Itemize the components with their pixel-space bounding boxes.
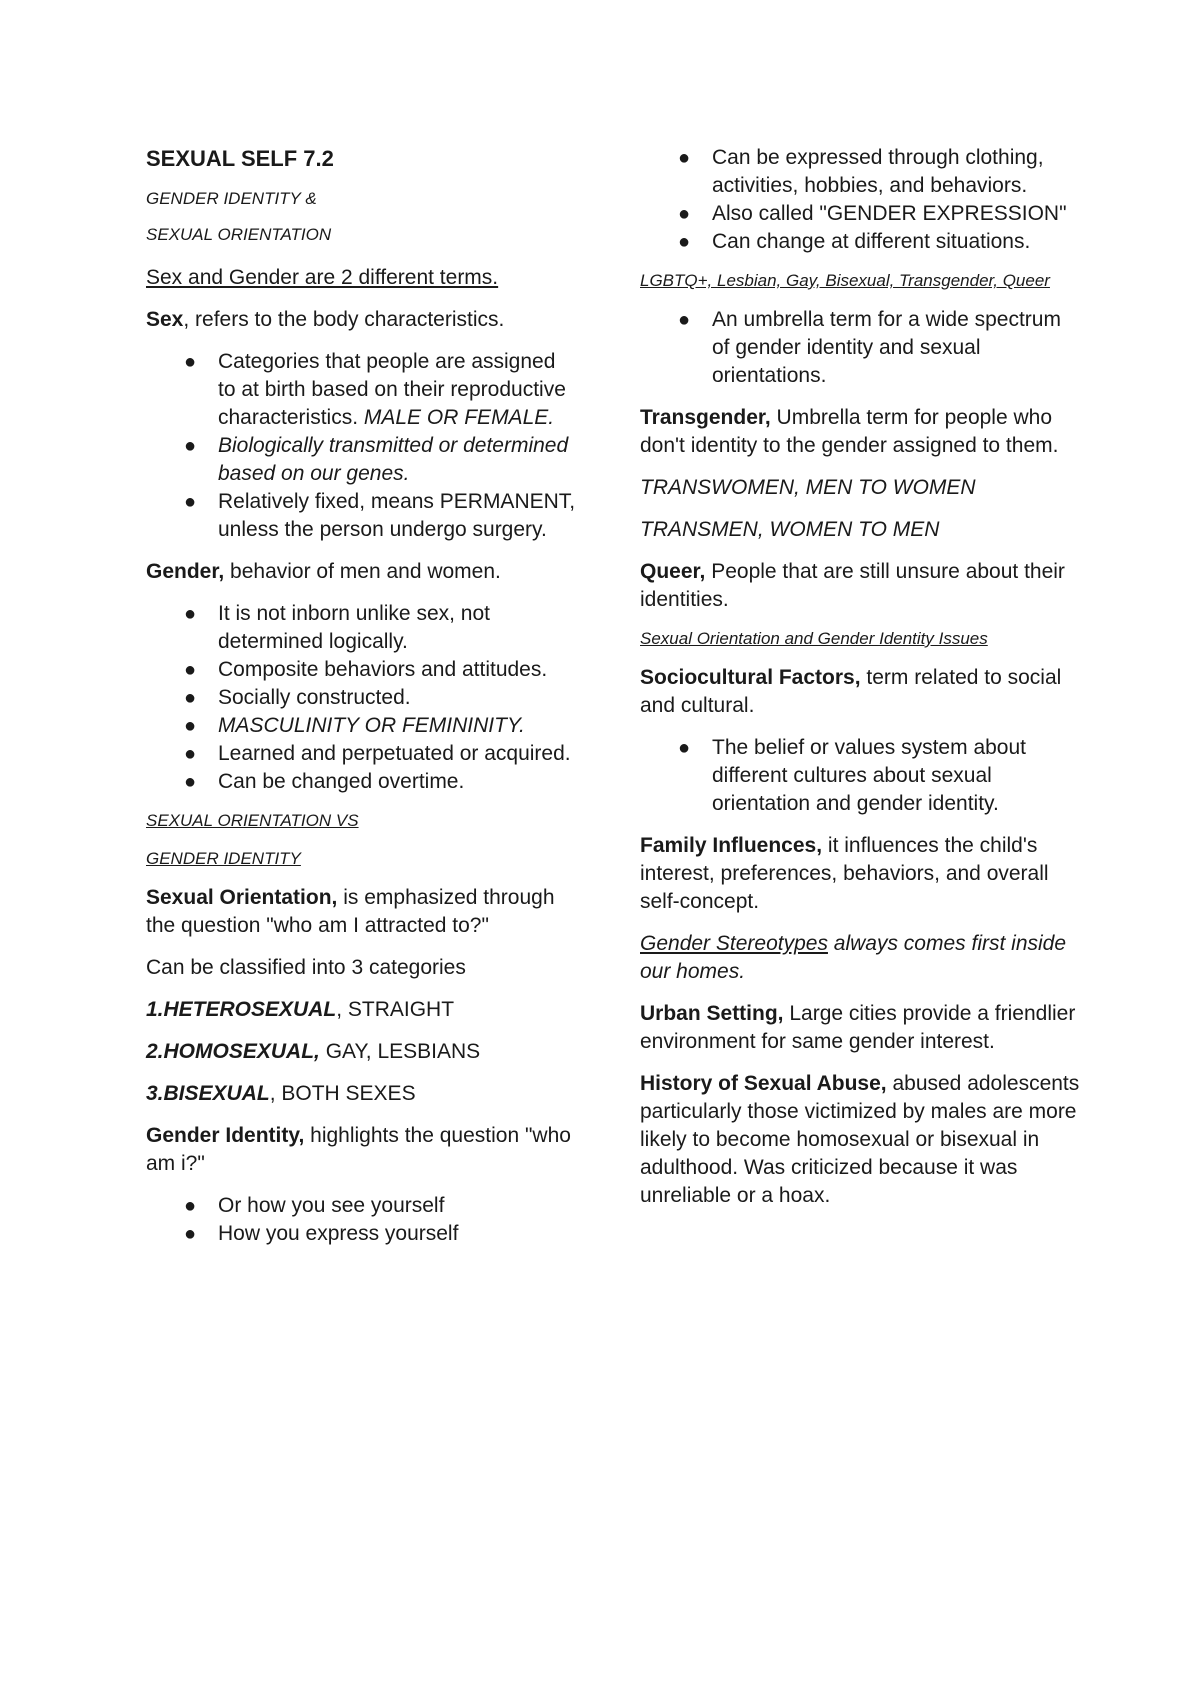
bullet-icon: ● bbox=[678, 203, 691, 225]
transmen-line: TRANSMEN, WOMEN TO MEN bbox=[640, 518, 940, 541]
queer-term: Queer, bbox=[640, 560, 706, 583]
family-definition bbox=[640, 832, 1080, 916]
gender-identity-list bbox=[146, 1192, 576, 1248]
list-item-italic-text: MALE OR FEMALE. bbox=[363, 406, 555, 429]
urban-term: Urban Setting, bbox=[640, 1002, 784, 1025]
list-item-text: The belief or values system about different cultures about sexual orientation and gender identity. bbox=[712, 736, 1026, 815]
bullet-icon: ● bbox=[184, 435, 197, 457]
vs-heading-line-2: GENDER IDENTITY bbox=[146, 849, 301, 868]
bullet-icon: ● bbox=[678, 231, 691, 253]
list-item bbox=[146, 600, 576, 656]
gender-def: behavior of men and women. bbox=[224, 560, 501, 583]
sociocultural-list bbox=[640, 734, 1080, 818]
list-item bbox=[640, 144, 1080, 200]
lgbtq-heading: LGBTQ+, Lesbian, Gay, Bisexual, Transgender, Queer bbox=[640, 271, 1050, 290]
bullet-icon: ● bbox=[184, 687, 197, 709]
list-item bbox=[146, 712, 576, 740]
transgender-term: Transgender, bbox=[640, 406, 771, 429]
family-def: it influences the child's interest, preferences, behaviors, and overall self-concept. bbox=[640, 834, 1049, 913]
list-item bbox=[146, 684, 576, 712]
left-column bbox=[146, 144, 576, 1262]
gender-term: Gender, bbox=[146, 560, 225, 583]
sex-term: Sex bbox=[146, 308, 184, 331]
list-item-text: Socially constructed. bbox=[218, 686, 411, 709]
list-item-text: How you express yourself bbox=[218, 1222, 459, 1245]
bullet-icon: ● bbox=[184, 603, 197, 625]
abuse-term: History of Sexual Abuse, bbox=[640, 1072, 887, 1095]
category-description: , BOTH SEXES bbox=[269, 1082, 416, 1105]
classified-line: Can be classified into 3 categories bbox=[146, 956, 466, 979]
gender-identity-term: Gender Identity, bbox=[146, 1124, 305, 1147]
list-item bbox=[146, 740, 576, 768]
gender-identity-def: highlights the question "who am i?" bbox=[146, 1124, 571, 1175]
gender-list bbox=[146, 600, 576, 796]
urban-definition bbox=[640, 1000, 1080, 1056]
sexual-orientation-def: is emphasized through the question "who am I attracted to?" bbox=[146, 886, 555, 937]
bullet-icon: ● bbox=[184, 1195, 197, 1217]
queer-definition bbox=[640, 558, 1080, 614]
list-item bbox=[640, 734, 1080, 818]
list-item-text: Can be expressed through clothing, activities, hobbies, and behaviors. bbox=[712, 146, 1044, 197]
list-item-text: An umbrella term for a wide spectrum of gender identity and sexual orientations. bbox=[712, 308, 1061, 387]
list-item bbox=[640, 306, 1080, 390]
bullet-icon: ● bbox=[184, 743, 197, 765]
bullet-icon: ● bbox=[184, 1223, 197, 1245]
list-item-text: Can change at different situations. bbox=[712, 230, 1031, 253]
list-item-italic-text: MASCULINITY OR FEMININITY. bbox=[218, 714, 525, 737]
stereotypes-line bbox=[640, 930, 1080, 986]
vs-heading-line-1: SEXUAL ORIENTATION VS bbox=[146, 811, 359, 830]
issues-heading: Sexual Orientation and Gender Identity Issues bbox=[640, 629, 988, 648]
list-item-text: Categories that people are assigned to at birth based on their reproductive characteristics. bbox=[218, 350, 566, 429]
category-term: 2.HOMOSEXUAL, bbox=[146, 1040, 320, 1063]
stereotypes-term: Gender Stereotypes bbox=[640, 932, 828, 955]
queer-def: People that are still unsure about their identities. bbox=[640, 560, 1065, 611]
list-item bbox=[640, 228, 1080, 256]
sex-list bbox=[146, 348, 576, 544]
list-item bbox=[640, 200, 1080, 228]
stereotypes-rest: always comes first inside our homes. bbox=[640, 932, 1067, 983]
bullet-icon: ● bbox=[678, 737, 691, 759]
list-item-text: It is not inborn unlike sex, not determined logically. bbox=[218, 602, 490, 653]
bullet-icon: ● bbox=[184, 771, 197, 793]
sex-definition bbox=[146, 306, 576, 334]
bullet-icon: ● bbox=[184, 351, 197, 373]
list-item bbox=[146, 1220, 576, 1248]
sociocultural-definition bbox=[640, 664, 1080, 720]
category-item bbox=[146, 1038, 576, 1066]
subtitle-line-2: SEXUAL ORIENTATION bbox=[146, 225, 332, 244]
urban-def: Large cities provide a friendlier environment for same gender interest. bbox=[640, 1002, 1076, 1053]
sex-def: , refers to the body characteristics. bbox=[183, 308, 505, 331]
abuse-definition bbox=[640, 1070, 1080, 1210]
list-item bbox=[146, 1192, 576, 1220]
category-term: 1.HETEROSEXUAL bbox=[146, 998, 337, 1021]
category-item bbox=[146, 1080, 576, 1108]
gender-definition bbox=[146, 558, 576, 586]
transgender-def: Umbrella term for people who don't identity to the gender assigned to them. bbox=[640, 406, 1059, 457]
sociocultural-def: term related to social and cultural. bbox=[640, 666, 1062, 717]
list-item-text: Relatively fixed, means PERMANENT, unless the person undergo surgery. bbox=[218, 490, 576, 541]
subtitle-line-1: GENDER IDENTITY & bbox=[146, 189, 317, 208]
list-item-text: Can be changed overtime. bbox=[218, 770, 465, 793]
list-item bbox=[146, 768, 576, 796]
abuse-def: abused adolescents particularly those victimized by males are more likely to become homosexual or bisexual in adulthood. Was criticized because it was unreliable or a hoax. bbox=[640, 1072, 1080, 1207]
bullet-icon: ● bbox=[184, 659, 197, 681]
list-item-text: Or how you see yourself bbox=[218, 1194, 445, 1217]
sexual-orientation-term: Sexual Orientation, bbox=[146, 886, 338, 909]
lgbtq-list bbox=[640, 306, 1080, 390]
list-item bbox=[146, 348, 576, 432]
list-item bbox=[146, 432, 576, 488]
list-item-italic-text: Biologically transmitted or determined based on our genes. bbox=[218, 434, 569, 485]
transwomen-line: TRANSWOMEN, MEN TO WOMEN bbox=[640, 476, 976, 499]
bullet-icon: ● bbox=[184, 715, 197, 737]
sociocultural-term: Sociocultural Factors, bbox=[640, 666, 861, 689]
list-item-text: Composite behaviors and attitudes. bbox=[218, 658, 548, 681]
list-item-text: Learned and perpetuated or acquired. bbox=[218, 742, 571, 765]
list-item-text: Also called "GENDER EXPRESSION" bbox=[712, 202, 1067, 225]
transgender-definition bbox=[640, 404, 1080, 460]
gender-identity-definition bbox=[146, 1122, 576, 1178]
list-item bbox=[146, 656, 576, 684]
category-term: 3.BISEXUAL bbox=[146, 1082, 270, 1105]
bullet-icon: ● bbox=[678, 147, 691, 169]
right-column bbox=[640, 144, 1080, 1224]
category-item bbox=[146, 996, 576, 1024]
list-item bbox=[146, 488, 576, 544]
doc-title: SEXUAL SELF 7.2 bbox=[146, 146, 334, 171]
sexual-orientation-definition bbox=[146, 884, 576, 940]
category-description: , STRAIGHT bbox=[336, 998, 455, 1021]
category-description: GAY, LESBIANS bbox=[319, 1040, 481, 1063]
family-term: Family Influences, bbox=[640, 834, 823, 857]
category-list bbox=[146, 996, 576, 1108]
bullet-icon: ● bbox=[678, 309, 691, 331]
bullet-icon: ● bbox=[184, 491, 197, 513]
intro-line: Sex and Gender are 2 different terms. bbox=[146, 266, 499, 289]
gender-identity-continued-list bbox=[640, 144, 1080, 256]
